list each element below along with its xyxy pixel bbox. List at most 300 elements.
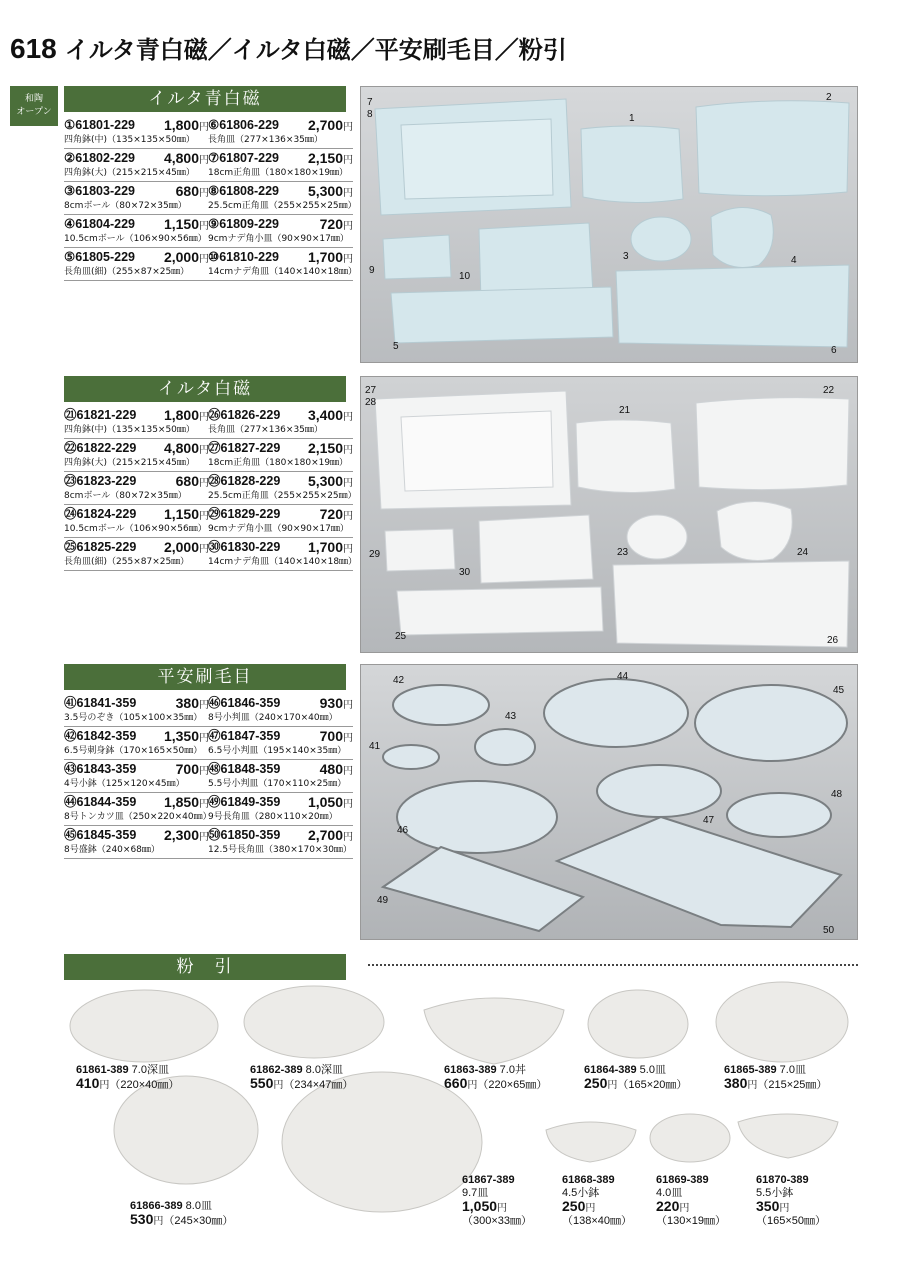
item-price: 930 [319,695,343,711]
yen-mark: 円 [199,700,209,711]
photo-label: 48 [831,789,843,800]
item-price-wrap [176,475,209,490]
item-price: 2,000 [163,249,199,265]
catalog-item [208,730,353,760]
photo-label: 47 [703,815,715,826]
catalog-item [208,473,357,505]
item-price: 720 [319,506,343,522]
item-code-row [208,508,353,523]
photo-label: 5 [393,341,399,352]
photo-label: 8 [367,109,373,120]
photo-label: 4 [791,255,797,266]
item-price-wrap [164,442,209,457]
item-price: 380 [175,695,199,711]
item-size: （220×40㎜） [109,1079,180,1091]
item-desc: 5.5号小判皿（170×110×25㎜） [208,779,347,789]
catalog-item [64,185,209,215]
item-code-row [208,697,353,712]
product-photo-heian-hakeme [360,664,858,940]
catalog-item [64,730,209,760]
item-code-row [208,409,353,424]
item-code-row [208,442,353,457]
item-price-wrap [164,541,209,556]
category-tab-line2: オープン [16,107,52,117]
item-price-wrap [164,796,209,811]
item-desc: 6.5号刺身鉢（170×165×50㎜） [64,746,203,756]
item-desc: 四角鉢(中)（135×135×50㎜） [64,135,195,145]
catalog-item [64,409,209,439]
item-code-row [64,119,209,134]
item-code-row [208,541,353,556]
item-price: 680 [175,473,199,489]
item-price: 1,050 [462,1198,498,1214]
yen-mark: 円 [199,155,209,166]
item-price-wrap [164,251,209,266]
photo-label: 42 [393,675,405,686]
item-desc: 9cmナデ角小皿（90×90×17㎜） [208,524,349,534]
catalog-item [208,152,353,182]
catalog-item [64,508,209,538]
item-code: ⑩61810-229 [208,250,279,264]
item-code-row [208,763,353,778]
catalog-item [208,508,353,538]
catalog-item [64,251,209,281]
item-price: 700 [175,761,199,777]
photo-label: 44 [617,671,629,682]
item-code: 61870-389 [756,1174,809,1186]
photo-label: 30 [459,567,471,578]
item-code: ㊶61841-359 [64,696,137,710]
item-code-row [64,508,209,523]
photo-label: 3 [623,251,629,262]
yen-mark: 円 [343,122,353,133]
kohiki-item [76,1064,179,1092]
item-name: 9.7皿 [462,1187,489,1199]
item-code-row [64,218,209,233]
item-size: （220×65㎜） [477,1079,548,1091]
photo-label: 2 [826,92,832,103]
item-desc: 25.5cm正角皿（255×255×25㎜） [208,491,357,501]
item-code: ㊸61843-359 [64,762,137,776]
item-price: 720 [319,216,343,232]
yen-mark: 円 [199,733,209,744]
photo-label: 1 [629,113,635,124]
photo-label: 6 [831,345,837,356]
item-code: 61862-389 [250,1064,303,1076]
item-price: 1,150 [163,506,199,522]
section-title-iruta-hakuji: イルタ白磁 [64,376,346,402]
item-name: 7.0丼 [499,1064,526,1076]
item-list-left [64,695,212,862]
item-code-row [208,829,353,844]
yen-mark: 円 [199,511,209,522]
item-price-wrap [320,218,353,233]
item-price-wrap [320,508,353,523]
item-code: 61865-389 [724,1064,777,1076]
item-code: ㊷61842-359 [64,729,137,743]
item-size: （245×30㎜） [163,1215,234,1227]
photo-label: 9 [369,265,375,276]
yen-mark: 円 [343,511,353,522]
item-price-wrap [164,152,209,167]
catalog-item [208,183,357,215]
photo-label: 23 [617,547,629,558]
item-size: （165×20㎜） [617,1079,688,1091]
item-price: 2,150 [307,150,343,166]
item-price: 480 [319,761,343,777]
kohiki-item [462,1174,532,1228]
item-name: 7.0皿 [779,1064,806,1076]
yen-mark: 円 [343,832,353,843]
kohiki-item [562,1174,632,1228]
item-price: 380 [724,1075,748,1091]
item-price-wrap [164,508,209,523]
yen-mark: 円 [779,1203,790,1214]
item-size: （300×33㎜） [462,1215,533,1227]
item-code: ㊼61847-359 [208,729,281,743]
item-code-row [64,185,209,200]
item-price: 2,700 [307,827,343,843]
item-desc: 長角皿(細)（255×87×25㎜） [64,557,190,567]
item-price-wrap [308,829,353,844]
item-desc: 8号盛鉢（240×68㎜） [64,845,160,855]
item-name: 8.0深皿 [305,1064,343,1076]
item-code: ⑦61807-229 [208,151,279,165]
item-price: 220 [656,1198,680,1214]
yen-mark: 円 [199,544,209,555]
item-code: ㉒61822-229 [64,441,137,455]
photo-label: 25 [395,631,407,642]
item-desc: 18cm正角皿（180×180×19㎜） [208,168,349,178]
page-header [10,30,567,65]
item-code: ⑨61809-229 [208,217,279,231]
kohiki-item [724,1064,827,1092]
item-code: ㉖61826-229 [208,408,281,422]
item-code: ㊾61849-359 [208,795,281,809]
item-desc: 9cmナデ角小皿（90×90×17㎜） [208,234,349,244]
item-desc: 10.5cmボール（106×90×56㎜） [64,234,207,244]
item-price: 1,850 [163,794,199,810]
item-price: 1,150 [163,216,199,232]
item-price-wrap [164,409,209,424]
item-desc: 長角皿（277×136×35㎜） [208,425,323,435]
item-desc: 四角鉢(大)（215×215×45㎜） [64,458,195,468]
yen-mark: 円 [343,700,353,711]
product-photo-iruta-hakuji [360,376,858,653]
item-code-row [64,475,209,490]
item-price: 680 [175,183,199,199]
item-price: 1,700 [307,539,343,555]
yen-mark: 円 [585,1203,596,1214]
item-code: ⑤61805-229 [64,250,135,264]
item-price-wrap [176,763,209,778]
item-desc: 12.5号長角皿（380×170×30㎜） [208,845,352,855]
item-desc: 10.5cmボール（106×90×56㎜） [64,524,207,534]
item-price: 410 [76,1075,100,1091]
catalog-item [208,539,358,571]
photo-label: 49 [377,895,389,906]
item-code: ㉑61821-229 [64,408,137,422]
yen-mark: 円 [747,1080,758,1091]
photo-label: 28 [365,397,377,408]
kohiki-item [756,1174,826,1228]
category-tab-line1: 和陶 [24,94,43,104]
photo-label: 24 [797,547,809,558]
item-desc: 14cmナデ角皿（140×140×18㎜） [208,267,358,277]
item-list-right [208,117,358,284]
item-price-wrap [164,119,209,134]
kohiki-item [584,1064,687,1092]
item-code-row [208,796,353,811]
item-code: ㊻61846-359 [208,696,281,710]
catalog-item [208,697,353,727]
yen-mark: 円 [153,1216,164,1227]
kohiki-item [444,1064,547,1092]
catalog-item [64,697,209,727]
item-price: 2,300 [163,827,199,843]
item-code: ①61801-229 [64,118,135,132]
item-price-wrap [320,730,353,745]
photo-label: 27 [365,385,377,396]
item-code: 61864-389 [584,1064,637,1076]
yen-mark: 円 [343,799,353,810]
photo-label: 45 [833,685,845,696]
item-code: ㊿61850-359 [208,828,281,842]
yen-mark: 円 [343,188,353,199]
catalog-item [208,249,358,281]
item-code: ②61802-229 [64,151,135,165]
item-list-right [208,407,358,574]
kohiki-item [250,1064,353,1092]
item-code: 61866-389 [130,1200,183,1212]
item-code-row [64,442,209,457]
item-name: 7.0深皿 [131,1064,169,1076]
yen-mark: 円 [343,254,353,265]
item-code-row [208,119,353,134]
item-name: 5.5小鉢 [756,1187,794,1199]
photo-label: 7 [367,97,373,108]
yen-mark: 円 [343,221,353,232]
item-code: ㉙61829-229 [208,507,281,521]
item-price: 1,700 [307,249,343,265]
kohiki-item [130,1200,233,1228]
item-size: （234×47㎜） [283,1079,354,1091]
item-code: ㊹61844-359 [64,795,137,809]
item-code-row [64,829,209,844]
catalog-item [64,829,209,859]
item-price-wrap [308,409,353,424]
yen-mark: 円 [199,766,209,777]
item-desc: 8号小判皿（240×170×40㎜） [208,713,338,723]
section-title-heian-hakeme: 平安刷毛目 [64,664,346,690]
yen-mark: 円 [199,254,209,265]
item-price: 1,800 [163,407,199,423]
category-tab[interactable] [10,86,58,126]
item-price-wrap [320,763,353,778]
item-desc: 8cmボール（80×72×35㎜） [64,491,187,501]
item-price-wrap [176,185,209,200]
yen-mark: 円 [199,412,209,423]
yen-mark: 円 [199,122,209,133]
item-code: ㉗61827-229 [208,441,281,455]
item-code: ⑥61806-229 [208,118,279,132]
item-price: 1,800 [163,117,199,133]
item-code: 61861-389 [76,1064,129,1076]
item-desc: 四角鉢(大)（215×215×45㎜） [64,168,195,178]
yen-mark: 円 [343,445,353,456]
item-code: ㉕61825-229 [64,540,137,554]
item-desc: 6.5号小判皿（195×140×35㎜） [208,746,347,756]
yen-mark: 円 [343,544,353,555]
item-price: 4,800 [163,440,199,456]
item-code-row [64,697,209,712]
yen-mark: 円 [199,221,209,232]
yen-mark: 円 [343,766,353,777]
item-desc: 8号トンカツ皿（250×220×40㎜） [64,812,212,822]
item-code: ③61803-229 [64,184,135,198]
item-name: 4.5小鉢 [562,1187,600,1199]
item-price: 250 [562,1198,586,1214]
item-code-row [64,796,209,811]
photo-label: 41 [369,741,381,752]
kohiki-item [656,1174,726,1228]
item-code: ④61804-229 [64,217,135,231]
item-desc: 9号長角皿（280×110×20㎜） [208,812,338,822]
catalog-item [208,829,353,859]
item-price-wrap [164,730,209,745]
section-title-iruta-seihakuji: イルタ青白磁 [64,86,346,112]
yen-mark: 円 [497,1203,508,1214]
item-price-wrap [308,119,353,134]
catalog-item [208,409,353,439]
photo-label: 46 [397,825,409,836]
item-desc: 4号小鉢（125×120×45㎜） [64,779,185,789]
yen-mark: 円 [343,733,353,744]
item-price: 350 [756,1198,780,1214]
catalog-item [208,763,353,793]
item-desc: 8cmボール（80×72×35㎜） [64,201,187,211]
item-name: 4.0皿 [656,1187,683,1199]
yen-mark: 円 [343,412,353,423]
item-code: ㉓61823-229 [64,474,137,488]
item-list-left [64,119,209,284]
item-desc: 18cm正角皿（180×180×19㎜） [208,458,349,468]
item-code-row [208,251,353,266]
item-desc: 25.5cm正角皿（255×255×25㎜） [208,201,357,211]
item-price: 2,000 [163,539,199,555]
item-list-left [64,409,209,574]
yen-mark: 円 [199,445,209,456]
item-price: 700 [319,728,343,744]
yen-mark: 円 [199,832,209,843]
item-code-row [64,152,209,167]
item-code-row [208,475,353,490]
item-code-row [64,541,209,556]
item-code-row [64,409,209,424]
yen-mark: 円 [199,799,209,810]
item-price-wrap [320,697,353,712]
catalog-item [64,794,212,826]
item-price-wrap [308,185,353,200]
item-price: 2,150 [307,440,343,456]
photo-label: 26 [827,635,839,646]
catalog-item [64,152,209,182]
photo-label: 21 [619,405,631,416]
photo-label: 10 [459,271,471,282]
item-price-wrap [308,251,353,266]
item-code: ㊽61848-359 [208,762,281,776]
item-size: （130×19㎜） [656,1215,727,1227]
catalog-item [64,475,209,505]
yen-mark: 円 [679,1203,690,1214]
yen-mark: 円 [199,478,209,489]
item-price-wrap [164,829,209,844]
item-code-row [64,251,209,266]
item-price-wrap [308,796,353,811]
item-code: 61868-389 [562,1174,615,1186]
item-code: ⑧61808-229 [208,184,279,198]
yen-mark: 円 [467,1080,478,1091]
item-code-row [208,152,353,167]
catalog-item [64,541,209,571]
item-price: 530 [130,1211,154,1227]
yen-mark: 円 [273,1080,284,1091]
item-desc: 長角皿(細)（255×87×25㎜） [64,267,190,277]
catalog-item [64,442,209,472]
photo-label: 43 [505,711,517,722]
item-desc: 14cmナデ角皿（140×140×18㎜） [208,557,358,567]
item-price: 5,300 [307,183,343,199]
item-price: 3,400 [307,407,343,423]
photo-label: 22 [823,385,835,396]
catalog-item [64,763,209,793]
yen-mark: 円 [343,155,353,166]
section-title-kohiki: 粉 引 [64,954,346,980]
item-size: （215×25㎜） [757,1079,828,1091]
item-price-wrap [308,541,353,556]
catalog-item [208,796,353,826]
item-desc: 3.5号のぞき（105×100×35㎜） [64,713,203,723]
item-price: 550 [250,1075,274,1091]
item-code-row [64,730,209,745]
item-code: 61869-389 [656,1174,709,1186]
yen-mark: 円 [607,1080,618,1091]
item-price-wrap [164,218,209,233]
item-price: 5,300 [307,473,343,489]
item-list-right [208,697,353,862]
item-size: （165×50㎜） [756,1215,827,1227]
item-price-wrap [308,442,353,457]
item-size: （138×40㎜） [562,1215,633,1227]
divider [368,964,858,966]
catalog-item [208,218,353,248]
item-price: 250 [584,1075,608,1091]
item-code: ㊺61845-359 [64,828,137,842]
item-code-row [208,218,353,233]
yen-mark: 円 [199,188,209,199]
item-code: ㉔61824-229 [64,507,137,521]
page-number: 618 [10,33,57,64]
item-price-wrap [308,475,353,490]
item-code-row [208,185,353,200]
item-price-wrap [308,152,353,167]
item-price: 4,800 [163,150,199,166]
yen-mark: 円 [343,478,353,489]
item-price: 1,350 [163,728,199,744]
item-name: 8.0皿 [185,1200,212,1212]
yen-mark: 円 [99,1080,110,1091]
item-name: 5.0皿 [639,1064,666,1076]
